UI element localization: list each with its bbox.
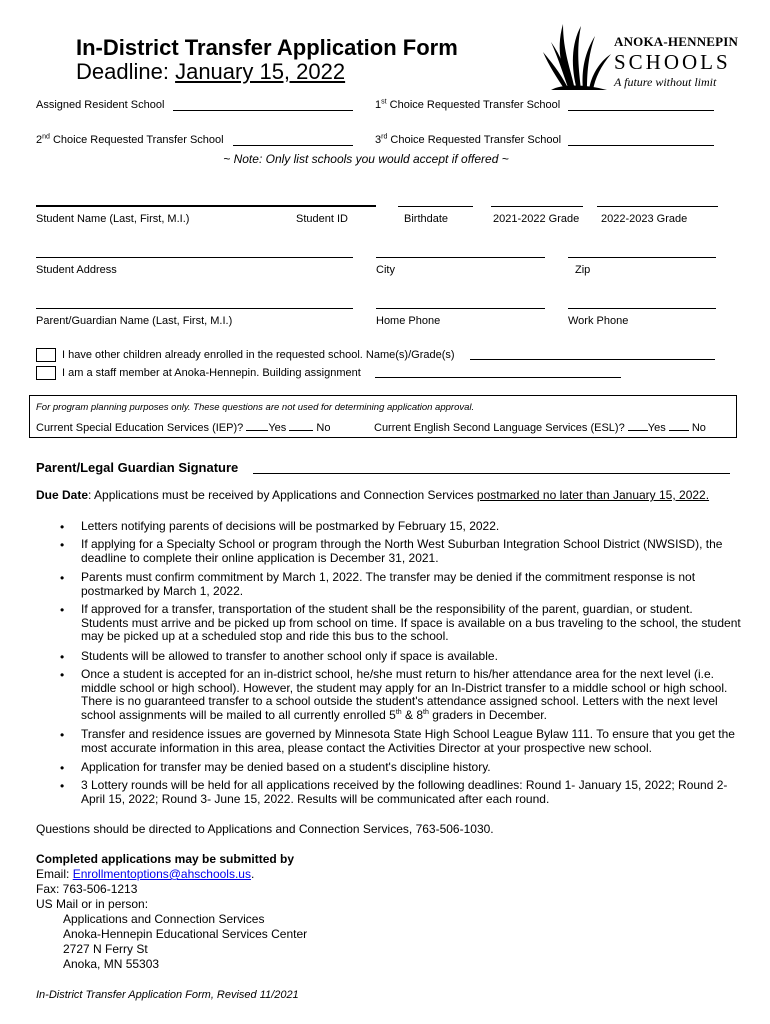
siblings-field[interactable]: [470, 359, 715, 360]
work-phone-label: Work Phone: [568, 315, 629, 327]
student-address-field[interactable]: [36, 257, 353, 258]
bullet-dot: •: [60, 603, 65, 617]
footer: In-District Transfer Application Form, Revised 11/2021: [36, 989, 299, 1001]
bullet-dot: •: [60, 571, 65, 585]
staff-checkbox[interactable]: [36, 366, 56, 380]
mail-address-line: Anoka-Hennepin Educational Services Center: [63, 927, 308, 941]
list-item: Application for transfer may be denied based on a student's discipline history.: [81, 760, 491, 774]
submit-mail: US Mail or in person:: [36, 897, 149, 911]
staff-label: I am a staff member at Anoka-Hennepin. Building assignment: [62, 367, 361, 379]
due-date-underlined: postmarked no later than January 15, 2022.: [476, 488, 710, 502]
zip-label: Zip: [575, 264, 591, 276]
submit-heading: Completed applications may be submitted by: [36, 852, 295, 866]
parent-name-label: Parent/Guardian Name (Last, First, M.I.): [36, 315, 233, 327]
home-phone-field[interactable]: [376, 308, 545, 309]
email-link[interactable]: Enrollmentoptions@ahschools.us: [72, 867, 251, 881]
list-item: Students will be allowed to transfer to another school only if space is available.: [81, 649, 498, 663]
list-item: Parents must confirm commitment by March 1, 2022. The transfer may be denied if the commitment response is not postmarked by March 1, 2022.: [81, 570, 696, 598]
grade-current-label: 2021-2022 Grade: [493, 213, 580, 225]
bullet-dot: •: [60, 728, 65, 742]
bullet-dot: •: [60, 761, 65, 775]
page-title: In-District Transfer Application Form: [76, 35, 458, 60]
bullet-dot: •: [60, 538, 65, 552]
list-item: Letters notifying parents of decisions will be postmarked by February 15, 2022.: [81, 519, 500, 533]
iep-no-field[interactable]: [289, 420, 313, 431]
list-item: If approved for a transfer, transportation of the student shall be the responsibility of the parent, guardian, or student. Students must arrive and be picked up from school on time. If space is available on a bus traveling to the school, the student may be picked up at a scheduled stop and ride this bus to the school.: [81, 602, 741, 643]
mail-address-line: Anoka, MN 55303: [63, 957, 160, 971]
esl-question: Current English Second Language Services (ESL)? Yes No: [374, 422, 706, 434]
student-id-label: Student ID: [296, 213, 348, 225]
submit-fax: Fax: 763-506-1213: [36, 882, 138, 896]
list-item: Once a student is accepted for an in-district school, he/she must return to his/her attendance area for the next level (i.e. middle school or high school). However, the student may apply for an In-District transfer to a middle school or high school. There is no guaranteed transfer to a school outside the student's attendance assigned school. Letters with the next level school assignments will be mailed to all currently enrolled 5th & 8th graders in December.: [81, 667, 728, 722]
city-field[interactable]: [376, 257, 545, 258]
zip-field[interactable]: [568, 257, 716, 258]
work-phone-field[interactable]: [568, 308, 716, 309]
second-choice-field[interactable]: [233, 145, 353, 146]
home-phone-label: Home Phone: [376, 315, 441, 327]
first-choice-label: 1st Choice Requested Transfer School: [375, 98, 561, 111]
siblings-checkbox[interactable]: [36, 348, 56, 362]
submit-email: Email: Enrollmentoptions@ahschools.us.: [36, 867, 255, 881]
bullet-dot: •: [60, 520, 65, 534]
bullet-dot: •: [60, 668, 65, 682]
assigned-school-field[interactable]: [173, 110, 353, 111]
birthdate-label: Birthdate: [404, 213, 449, 225]
siblings-label: I have other children already enrolled in the requested school. Name(s)/Grade(s): [62, 349, 455, 361]
mail-address-line: Applications and Connection Services: [63, 912, 265, 926]
deadline-prefix: Deadline:: [76, 59, 176, 84]
bullet-dot: •: [60, 779, 65, 793]
iep-yes-field[interactable]: [246, 420, 268, 431]
list-item: Transfer and residence issues are governed by Minnesota State High School League Bylaw 111. To ensure that you get the most accurate information in this area, please contact the Activities Director at your prospective new school.: [81, 727, 735, 755]
logo-name: ANOKA-HENNEPIN: [614, 34, 739, 49]
second-choice-label: 2nd Choice Requested Transfer School: [36, 133, 224, 146]
grade-current-field[interactable]: [491, 206, 583, 207]
list-item: 3 Lottery rounds will be held for all applications received by the following deadlines: Round 1- January 15, 2022; Round 2- April 15, 2022; Round 3- June 15, 2022. Results will be communicated after each round.: [81, 778, 728, 806]
district-logo: [541, 22, 739, 94]
due-date-text: : Applications must be received by Applications and Connection Services: [88, 488, 477, 502]
logo-tagline: A future without limit: [614, 75, 717, 89]
student-name-field[interactable]: [36, 205, 376, 207]
grade-next-label: 2022-2023 Grade: [601, 213, 688, 225]
logo-schools: SCHOOLS: [614, 50, 731, 74]
esl-no-field[interactable]: [669, 420, 689, 431]
student-name-label: Student Name (Last, First, M.I.): [36, 213, 190, 225]
due-date-label: Due Date: [36, 488, 89, 502]
signature-field[interactable]: [253, 473, 730, 474]
assigned-school-label: Assigned Resident School: [36, 99, 165, 111]
third-choice-label: 3rd Choice Requested Transfer School: [375, 133, 562, 146]
iep-question: Current Special Education Services (IEP)? Yes No: [36, 422, 331, 434]
list-item: If applying for a Specialty School or program through the North West Suburban Integration School District (NWSISD), the deadline to complete their online application is December 31, 2021.: [81, 537, 723, 565]
deadline: [76, 59, 345, 85]
planning-note: For program planning purposes only. These questions are not used for determining application approval.: [36, 402, 475, 413]
third-choice-field[interactable]: [568, 145, 714, 146]
student-address-label: Student Address: [36, 264, 117, 276]
signature-label: Parent/Legal Guardian Signature: [36, 460, 239, 475]
grass-logo-icon: [541, 22, 613, 92]
mail-address-line: 2727 N Ferry St: [63, 942, 148, 956]
due-date: [36, 488, 726, 502]
parent-name-field[interactable]: [36, 308, 353, 309]
esl-yes-field[interactable]: [628, 420, 648, 431]
deadline-date: January 15, 2022: [175, 59, 346, 84]
bullet-dot: •: [60, 650, 65, 664]
grade-next-field[interactable]: [597, 206, 718, 207]
choice-note: ~ Note: Only list schools you would accept if offered ~: [223, 152, 509, 166]
staff-field[interactable]: [375, 377, 621, 378]
questions-line: Questions should be directed to Applications and Connection Services, 763-506-1030.: [36, 822, 494, 836]
first-choice-field[interactable]: [568, 110, 714, 111]
birthdate-field[interactable]: [398, 206, 473, 207]
city-label: City: [376, 264, 395, 276]
